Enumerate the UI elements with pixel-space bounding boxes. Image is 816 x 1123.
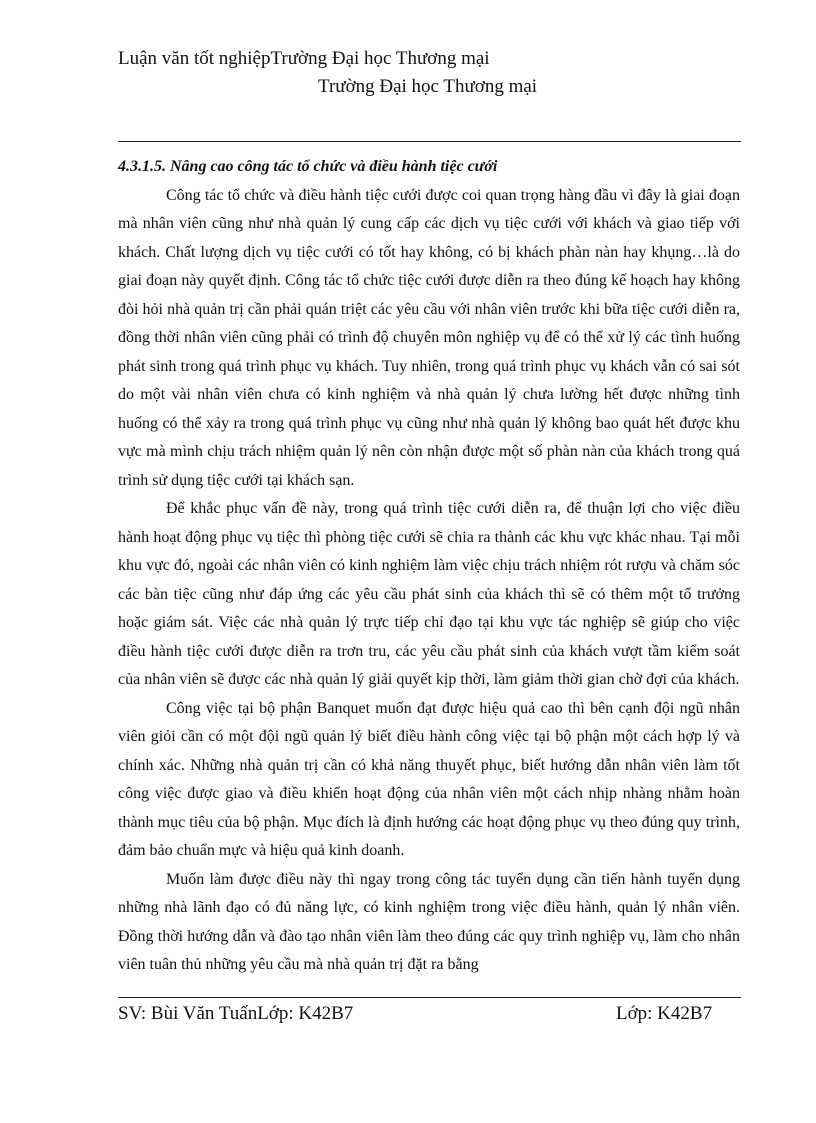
document-body [118,153,740,980]
paragraph: Để khắc phục vấn đề này, trong quá trình tiệc cưới diễn ra, để thuận lợi cho việc điều hành hoạt động phục vụ tiệc thì phòng tiệc cưới sẽ chia ra thành các khu vực khác nhau. Tại mỗi khu vực đó, ngoài các nhân viên có kinh nghiệm làm việc chịu trách nhiệm rót rượu và chăm sóc các bàn tiệc cũng như đáp ứng các yêu cầu phát sinh của khách thì sẽ có thêm một tổ trưởng hoặc giám sát. Việc các nhà quản lý trực tiếp chỉ đạo tại khu vực tác nghiệp sẽ giúp cho việc điều hành tiệc cưới được diễn ra trơn tru, các yêu cầu phát sinh của khách vượt tầm kiểm soát của nhân viên sẽ được các nhà quản lý giải quyết kịp thời, làm giảm thời gian chờ đợi của khách. [118,500,740,688]
paragraph: Muốn làm được điều này thì ngay trong công tác tuyển dụng cần tiến hành tuyển dụng những nhà lãnh đạo có đủ năng lực, có kinh nghiệm trong việc điều hành, quản lý nhân viên. Đồng thời hướng dẫn và đào tạo nhân viên làm theo đúng các quy trình nghiệp vụ, làm cho nhân viên tuân thủ những yêu cầu mà nhà quản trị đặt ra bằng [118,870,740,973]
header-divider [118,141,741,142]
paragraph: Công tác tổ chức và điều hành tiệc cưới được coi quan trọng hàng đầu vì đây là giai đoạn mà nhân viên cũng như nhà quản lý cung cấp các dịch vụ tiệc cưới với khách và giao tiếp với khách. Chất lượng dịch vụ tiệc cưới có tốt hay không, có bị khách phàn nàn hay khụng…là do giai đoạn này quyết định. Công tác tổ chức tiệc cưới được diễn ra theo đúng kế hoạch hay không đòi hỏi nhà quản trị cần phải quán triệt các yêu cầu với nhân viên trước khi bữa tiệc cưới diễn ra, đồng thời nhân viên cũng phải có trình độ chuyên môn nghiệp vụ để có thể xử lý các tình huống phát sinh trong quá trình phục vụ khách. Tuy nhiên, trong quá trình phục vụ khách vẫn có sai sót do một vài nhân viên chưa có kinh nghiệm và nhà quản lý chưa lường hết được những tình huống có thể xảy ra trong quá trình phục vụ cũng như nhà quản lý không bao quát hết được khu vực mà mình chịu trách nhiệm quản lý nên còn nhận được một số phàn nàn của khách trong quá trình sử dụng tiệc cưới tại khách sạn. [118,186,740,489]
footer-student: SV: Bùi Văn TuấnLớp: K42B7 [118,1003,354,1024]
footer-class: Lớp: K42B7 [616,1003,713,1024]
page-header-school: Trường Đại học Thương mại [318,76,538,97]
page-header-title: Luận văn tốt nghiệpTrường Đại học Thương mại [118,48,490,69]
footer-divider [118,997,741,998]
section-title: 4.3.1.5. Nâng cao công tác tổ chức và điều hành tiệc cưới [118,158,498,175]
paragraph: Công việc tại bộ phận Banquet muốn đạt được hiệu quả cao thì bên cạnh đội ngũ nhân viên giỏi cần có một đội ngũ quản lý biết điều hành công việc tại bộ phận một cách hợp lý và chính xác. Những nhà quản trị cần có khả năng thuyết phục, biết hướng dẫn nhân viên làm tốt công việc được giao và điều khiển hoạt động của nhân viên một cách nhịp nhàng nhằm hoàn thành mục tiêu của bộ phận. Mục đích là định hướng các hoạt động phục vụ theo đúng quy trình, đảm bảo chuẩn mực và hiệu quả kinh doanh. [118,699,740,859]
